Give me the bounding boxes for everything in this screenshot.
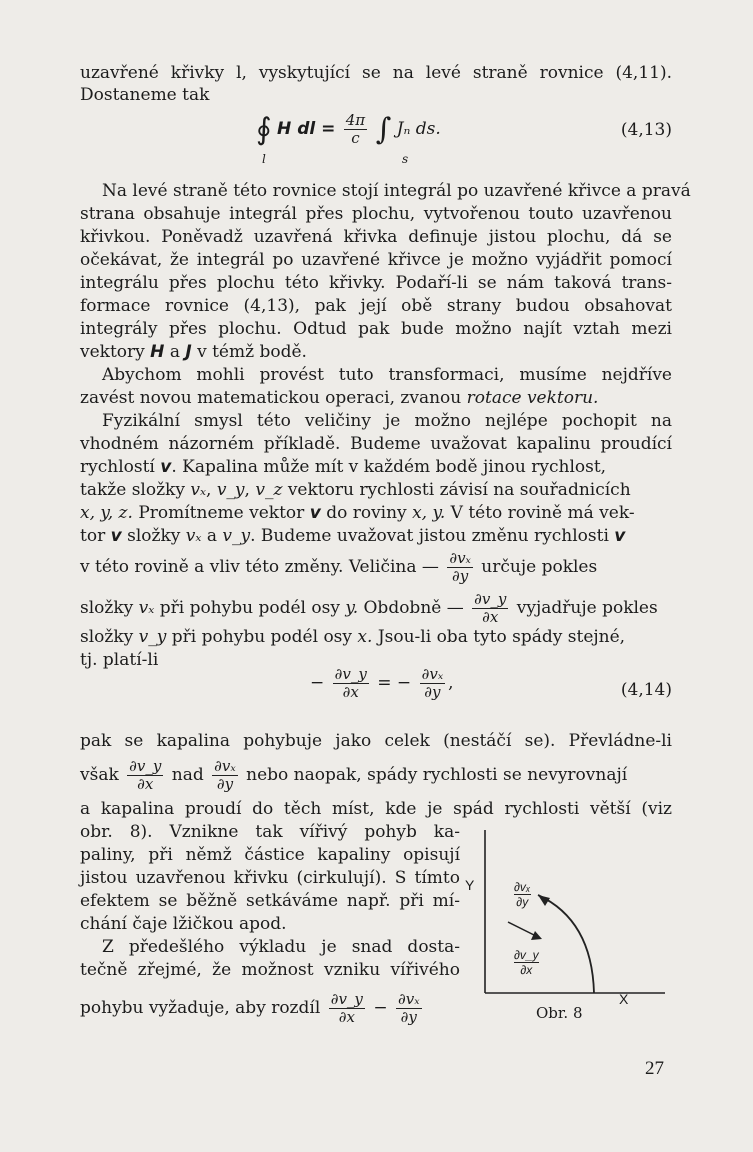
equation-label: (4,14) bbox=[620, 680, 672, 700]
text-line: Z předešlého výkladu je snad dosta- bbox=[102, 937, 460, 957]
text-line: však $\frac{\partial v\_y}{\partial x}$ nad $\frac{\text{∂vₓ}}{\partial y}$ nebo naopak, spády rychlosti se nevyrovnají bbox=[80, 757, 628, 793]
text-line: tečně zřejmé, že možnost vzniku vířivého bbox=[80, 960, 460, 980]
text-line: rychlostí v. Kapalina může mít v každém bodě jinou rychlost, bbox=[80, 457, 607, 477]
text-line: x, y, z. Promítneme vektor v do roviny x, y. V této rovině má vek- bbox=[80, 503, 635, 523]
figure-label-top: ∂vₓ ∂y bbox=[514, 880, 531, 909]
term-rotace-vektoru: rotace vektoru. bbox=[466, 388, 599, 408]
vector-H: H bbox=[150, 342, 165, 362]
text-line: křivkou. Poněvadž uzavřená křivka definuje jistou plochu, dá se bbox=[80, 227, 672, 247]
figure-caption: Obr. 8 bbox=[536, 1004, 583, 1022]
text-line: takže složky vₓ, v_y, v_z vektoru rychlosti závisí na souřadnicích bbox=[80, 480, 631, 500]
text-line: Dostaneme tak bbox=[80, 85, 210, 105]
text-line: jistou uzavřenou křivku (cirkulují). S tímto bbox=[80, 868, 460, 888]
equation-4-13 bbox=[256, 112, 441, 147]
figure-y-label: Y bbox=[465, 877, 475, 893]
vector-J: J bbox=[185, 342, 192, 362]
text-line: integrály přes plochu. Odtud pak bude možno najít vztah mezi bbox=[80, 319, 672, 339]
text-line: efektem se běžně setkáváme např. při mí- bbox=[80, 891, 460, 911]
text-line: a kapalina proudí do těch míst, kde je spád rychlosti větší (viz bbox=[80, 799, 672, 819]
integral-symbol: ∫ bbox=[375, 112, 392, 147]
text-line: zavést novou matematickou operaci, zvanou rotace vektoru. bbox=[80, 388, 599, 408]
text-line: tor v složky vₓ a v_y. Budeme uvažovat jistou změnu rychlosti v bbox=[80, 526, 626, 546]
fraction-denominator: c bbox=[351, 129, 360, 147]
figure-label-bottom: ∂v_y ∂x bbox=[514, 948, 539, 977]
text-line: formace rovnice (4,13), pak její obě strany budou obsahovat bbox=[80, 296, 672, 316]
figure-8-diagram bbox=[470, 825, 670, 1000]
text-line: složky v_y při pohybu podél osy x. Jsou-li oba tyto spády stejné, bbox=[80, 627, 626, 647]
text-line: složky vₓ při pohybu podél osy y. Obdobně — $\frac{\partial v\_y}{\partial x}$ vyjadřuje pokles bbox=[80, 590, 658, 626]
text-line: integrálu přes plochu této křivky. Podaří-li se nám taková trans- bbox=[80, 273, 672, 293]
text-line: očekávat, že integrál po uzavřené křivce je možno vyjádřit pomocí bbox=[80, 250, 672, 270]
text-line: vhodném názorném příkladě. Budeme uvažovat kapalinu proudící bbox=[80, 434, 672, 454]
contour-integral-symbol: ∮ bbox=[256, 112, 272, 147]
equation-rhs: Jₙ ds. bbox=[396, 119, 441, 139]
equation-4-14: − $\frac{\partial v\_y}{\partial x}$ = − $\frac{\text{∂vₓ}}{\partial y}$ , bbox=[310, 665, 454, 701]
equation-lhs: H dl = bbox=[277, 119, 336, 139]
text-line: Na levé straně této rovnice stojí integrál po uzavřené křivce a pravá bbox=[102, 181, 691, 201]
text-line: Abychom mohli provést tuto transformaci, musíme nejdříve bbox=[102, 365, 672, 385]
text-line: chání čaje lžičkou apod. bbox=[80, 914, 287, 934]
circulation-arc bbox=[538, 895, 594, 993]
equation-label: (4,13) bbox=[620, 120, 672, 140]
text-line: vektory H a J v témž bodě. bbox=[80, 342, 307, 362]
text-line: paliny, při němž částice kapaliny opisují bbox=[80, 845, 460, 865]
integral-subscript-s: s bbox=[402, 152, 409, 166]
fraction-numerator: 4π bbox=[345, 111, 366, 129]
text-line: pohybu vyžaduje, aby rozdíl $\frac{\partial v\_y}{\partial x}$ − $\frac{\text{∂vₓ}}{\partial y}$ bbox=[80, 990, 420, 1026]
figure-x-label: X bbox=[619, 991, 629, 1007]
text-line: obr. 8). Vznikne tak vířivý pohyb ka- bbox=[80, 822, 460, 842]
arrow-head-icon bbox=[531, 931, 542, 940]
integral-subscript-l: l bbox=[262, 152, 266, 166]
text-line: v této rovině a vliv této změny. Veličina — $\frac{\text{∂vₓ}}{\partial y}$ určuje pokles bbox=[80, 549, 598, 585]
text-line: pak se kapalina pohybuje jako celek (nestáčí se). Převládne-li bbox=[80, 731, 672, 751]
arrow-head-icon bbox=[538, 895, 550, 906]
text-line: uzavřené křivky l, vyskytující se na levé straně rovnice (4,11). bbox=[80, 63, 672, 83]
text-line: strana obsahuje integrál přes plochu, vytvořenou touto uzavřenou bbox=[80, 204, 672, 224]
text-line: Fyzikální smysl této veličiny je možno nejlépe pochopit na bbox=[102, 411, 672, 431]
text-line: tj. platí-li bbox=[80, 650, 159, 670]
page-number: 27 bbox=[645, 1058, 664, 1079]
